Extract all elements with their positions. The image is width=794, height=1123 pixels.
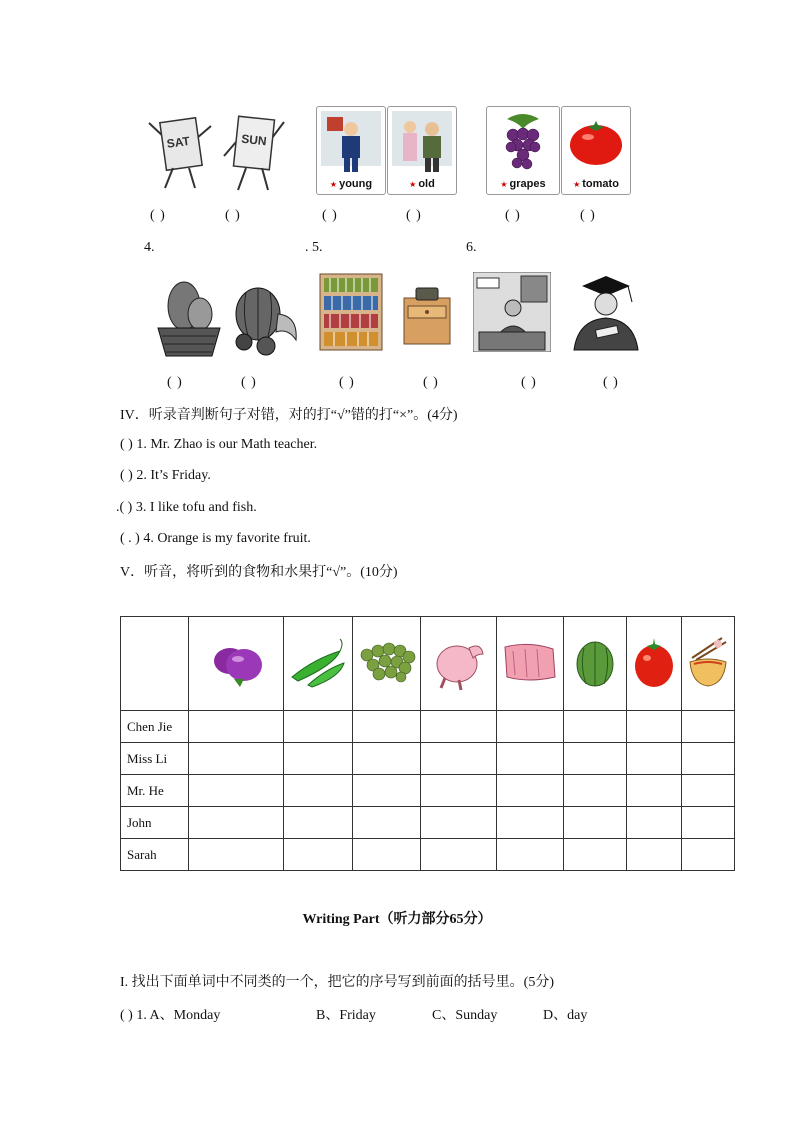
answer-blank[interactable]: ( ) bbox=[322, 208, 338, 223]
check-cell[interactable] bbox=[284, 743, 353, 775]
check-cell[interactable] bbox=[564, 711, 627, 743]
odd-one-out-q1[interactable]: ( ) 1. A、Monday bbox=[120, 1008, 221, 1023]
office-worker-picture bbox=[473, 272, 551, 352]
old-label: old bbox=[418, 178, 435, 190]
table-row bbox=[121, 839, 735, 871]
check-cell[interactable] bbox=[284, 839, 353, 871]
answer-blank[interactable]: ( ) bbox=[603, 375, 619, 390]
writing-part-heading: Writing Part（听力部分65分） bbox=[302, 912, 492, 927]
food-checklist-table bbox=[120, 616, 735, 871]
check-cell[interactable] bbox=[497, 807, 564, 839]
answer-blank[interactable]: ( ) bbox=[406, 208, 422, 223]
check-cell[interactable] bbox=[681, 743, 734, 775]
table-header-row bbox=[121, 617, 735, 711]
check-cell[interactable] bbox=[497, 743, 564, 775]
check-cell[interactable] bbox=[421, 775, 497, 807]
student-name: Sarah bbox=[121, 839, 189, 871]
true-false-item[interactable]: ( . ) 4. Orange is my favorite fruit. bbox=[120, 531, 311, 546]
sat-sign: SAT bbox=[165, 133, 191, 151]
student-name: Chen Jie bbox=[121, 711, 189, 743]
answer-blank[interactable]: ( ) bbox=[339, 375, 355, 390]
option-b: B、Friday bbox=[316, 1008, 376, 1023]
check-cell[interactable] bbox=[627, 743, 682, 775]
check-cell[interactable] bbox=[627, 807, 682, 839]
tomato-card: ★ tomato bbox=[561, 106, 631, 195]
young-label: young bbox=[339, 178, 373, 190]
check-cell[interactable] bbox=[284, 711, 353, 743]
phone-on-cabinet-picture bbox=[400, 284, 456, 346]
table-row bbox=[121, 743, 735, 775]
bookshelf-picture bbox=[318, 272, 384, 352]
sun-sign: SUN bbox=[240, 131, 268, 149]
tomato-label: tomato bbox=[582, 178, 619, 190]
green-beans-icon bbox=[284, 617, 353, 711]
check-cell[interactable] bbox=[627, 839, 682, 871]
tomato-icon bbox=[627, 617, 682, 711]
check-cell[interactable] bbox=[627, 775, 682, 807]
question-number: 6. bbox=[466, 240, 477, 255]
cabbage-icon bbox=[564, 617, 627, 711]
check-cell[interactable] bbox=[421, 743, 497, 775]
answer-blank[interactable]: ( ) bbox=[150, 208, 166, 223]
corner-cell bbox=[121, 617, 189, 711]
check-cell[interactable] bbox=[284, 775, 353, 807]
check-cell[interactable] bbox=[353, 807, 421, 839]
check-cell[interactable] bbox=[564, 743, 627, 775]
answer-blank[interactable]: ( ) bbox=[505, 208, 521, 223]
eggplant-icon bbox=[188, 617, 284, 711]
graduate-picture bbox=[566, 272, 644, 352]
check-cell[interactable] bbox=[681, 711, 734, 743]
sunday-character-picture bbox=[222, 108, 292, 193]
option-c: C、Sunday bbox=[432, 1008, 498, 1023]
check-cell[interactable] bbox=[681, 839, 734, 871]
fruits-picture bbox=[222, 276, 302, 360]
check-cell[interactable] bbox=[497, 839, 564, 871]
answer-blank[interactable]: ( ) bbox=[580, 208, 596, 223]
section-iv-title: IV．听录音判断句子对错，对的打“√”错的打“×”。(4分) bbox=[120, 408, 458, 423]
chicken-icon bbox=[421, 617, 497, 711]
young-card: ★ young bbox=[316, 106, 386, 195]
true-false-item[interactable]: .( ) 3. I like tofu and fish. bbox=[116, 500, 257, 515]
answer-blank[interactable]: ( ) bbox=[241, 375, 257, 390]
noodles-icon bbox=[681, 617, 734, 711]
table-row bbox=[121, 711, 735, 743]
student-name: Mr. He bbox=[121, 775, 189, 807]
check-cell[interactable] bbox=[353, 711, 421, 743]
check-cell[interactable] bbox=[188, 711, 284, 743]
check-cell[interactable] bbox=[497, 775, 564, 807]
grapes-label: grapes bbox=[509, 178, 546, 190]
check-cell[interactable] bbox=[188, 743, 284, 775]
check-cell[interactable] bbox=[497, 711, 564, 743]
check-cell[interactable] bbox=[353, 775, 421, 807]
question-number: 4. bbox=[144, 240, 155, 255]
old-card: ★ old bbox=[387, 106, 457, 195]
check-cell[interactable] bbox=[188, 775, 284, 807]
table-row bbox=[121, 775, 735, 807]
check-cell[interactable] bbox=[627, 711, 682, 743]
answer-blank[interactable]: ( ) bbox=[225, 208, 241, 223]
saturday-character-picture bbox=[145, 108, 215, 193]
answer-blank[interactable]: ( ) bbox=[521, 375, 537, 390]
check-cell[interactable] bbox=[353, 743, 421, 775]
check-cell[interactable] bbox=[564, 807, 627, 839]
true-false-item[interactable]: ( ) 2. It’s Friday. bbox=[120, 468, 211, 483]
check-cell[interactable] bbox=[421, 807, 497, 839]
table-row bbox=[121, 807, 735, 839]
student-name: John bbox=[121, 807, 189, 839]
check-cell[interactable] bbox=[564, 775, 627, 807]
section-v-title: V．听音，将听到的食物和水果打“√”。(10分) bbox=[120, 565, 398, 580]
check-cell[interactable] bbox=[681, 807, 734, 839]
check-cell[interactable] bbox=[353, 839, 421, 871]
check-cell[interactable] bbox=[188, 839, 284, 871]
answer-blank[interactable]: ( ) bbox=[423, 375, 439, 390]
section-w1-title: I. 找出下面单词中不同类的一个，把它的序号写到前面的括号里。(5分) bbox=[120, 975, 554, 990]
true-false-item[interactable]: ( ) 1. Mr. Zhao is our Math teacher. bbox=[120, 437, 318, 452]
check-cell[interactable] bbox=[421, 711, 497, 743]
grapes-card: ★ grapes bbox=[486, 106, 560, 195]
option-d: D、day bbox=[543, 1008, 588, 1023]
student-name: Miss Li bbox=[121, 743, 189, 775]
check-cell[interactable] bbox=[284, 807, 353, 839]
check-cell[interactable] bbox=[188, 807, 284, 839]
pork-icon bbox=[497, 617, 564, 711]
check-cell[interactable] bbox=[681, 775, 734, 807]
check-cell[interactable] bbox=[421, 839, 497, 871]
answer-blank[interactable]: ( ) bbox=[167, 375, 183, 390]
check-cell[interactable] bbox=[564, 839, 627, 871]
grapes-icon bbox=[353, 617, 421, 711]
question-number: . 5. bbox=[305, 240, 323, 255]
vegetable-basket-picture bbox=[154, 272, 224, 360]
